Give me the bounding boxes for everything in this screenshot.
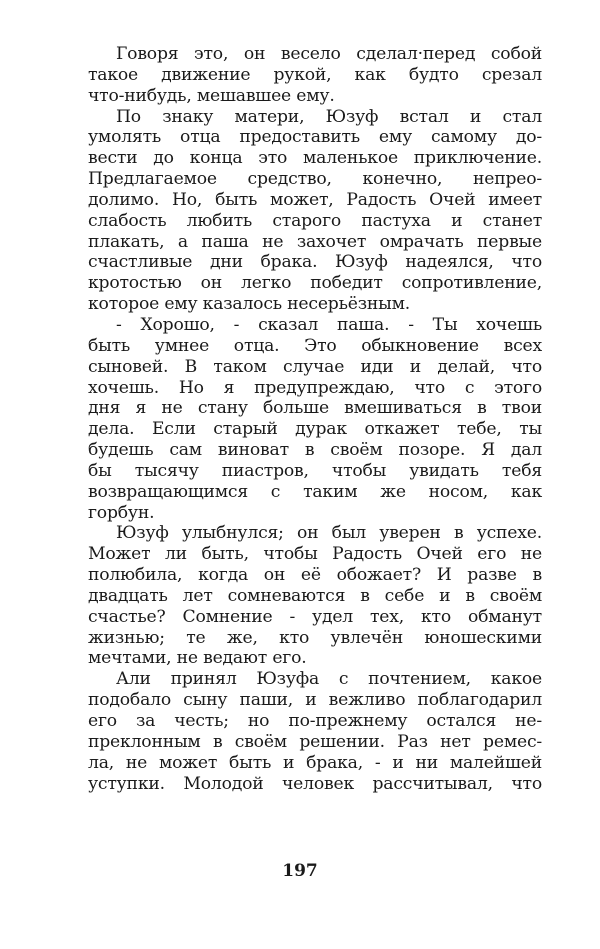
- page-body: [88, 44, 542, 794]
- text-line: дела. Если старый дурак откажет тебе, ты: [88, 419, 542, 440]
- paragraph: [88, 669, 542, 794]
- text-line: будешь сам виноват в своём позоре. Я дал: [88, 440, 542, 461]
- text-line: его за честь; но по-прежнему остался не-: [88, 711, 542, 731]
- text-line: кротостью он легко победит сопротивление,: [88, 273, 542, 294]
- text-line: - Хорошо, - сказал паша. - Ты хочешь: [116, 314, 542, 335]
- text-line: слабость любить старого пастуха и станет: [88, 210, 542, 231]
- paragraph: [88, 523, 542, 669]
- text-line: плакать, а паша не захочет омрачать первые: [88, 231, 542, 252]
- text-line: Али принял Юзуфа с почтением, какое: [116, 669, 542, 690]
- text-line: Юзуф улыбнулся; он был уверен в успехе.: [116, 523, 542, 544]
- text-line: умолять отца предоставить ему самому до-: [88, 127, 542, 148]
- text-line: ла, не может быть и брака, - и ни малейшей: [88, 752, 542, 773]
- text-line: По знаку матери, Юзуф встал и стал: [116, 106, 542, 127]
- text-line: дня я не стану больше вмешиваться в твои: [88, 398, 542, 419]
- text-line: Предлагаемое средство, конечно, непрео-: [88, 169, 542, 190]
- paragraph: [88, 315, 542, 523]
- text-line: такое движение рукой, как будто срезал: [88, 64, 542, 85]
- text-line: вести до конца это маленькое приключение.: [88, 148, 542, 169]
- text-line: Говоря это, он весело сделал·перед собой: [116, 44, 542, 64]
- text-line: подобало сыну паши, и вежливо поблагодарил: [88, 690, 542, 711]
- paragraph: [88, 107, 542, 315]
- text-line: которое ему казалось несерьёзным.: [88, 294, 411, 315]
- text-line: возвращающимся с таким же носом, как: [88, 481, 542, 502]
- text-line: быть умнее отца. Это обыкновение всех: [88, 335, 542, 356]
- text-line: хочешь. Но я предупреждаю, что с этого: [88, 377, 542, 398]
- text-line: что-нибудь, мешавшее ему.: [88, 85, 335, 106]
- text-line: двадцать лет сомневаются в себе и в своём: [88, 585, 542, 606]
- text-line: мечтами, не ведают его.: [88, 648, 307, 669]
- text-line: бы тысячу пиастров, чтобы увидать тебя: [88, 460, 542, 481]
- text-line: горбун.: [88, 502, 155, 523]
- text-line: преклонным в своём решении. Раз нет ремес-: [88, 731, 542, 752]
- text-line: уступки. Молодой человек рассчитывал, что: [88, 773, 542, 794]
- text-line: Может ли быть, чтобы Радость Очей его не: [88, 544, 542, 565]
- text-line: счастье? Сомнение - удел тех, кто обманут: [88, 606, 542, 627]
- text-line: жизнью; те же, кто увлечён юношескими: [88, 627, 542, 648]
- page-number: 197: [282, 861, 318, 881]
- text-line: долимо. Но, быть может, Радость Очей имеет: [88, 189, 542, 210]
- text-line: полюбила, когда он её обожает? И разве в: [88, 565, 542, 586]
- paragraph: [88, 44, 542, 107]
- text-line: счастливые дни брака. Юзуф надеялся, что: [88, 252, 542, 273]
- text-line: сыновей. В таком случае иди и делай, что: [88, 356, 542, 377]
